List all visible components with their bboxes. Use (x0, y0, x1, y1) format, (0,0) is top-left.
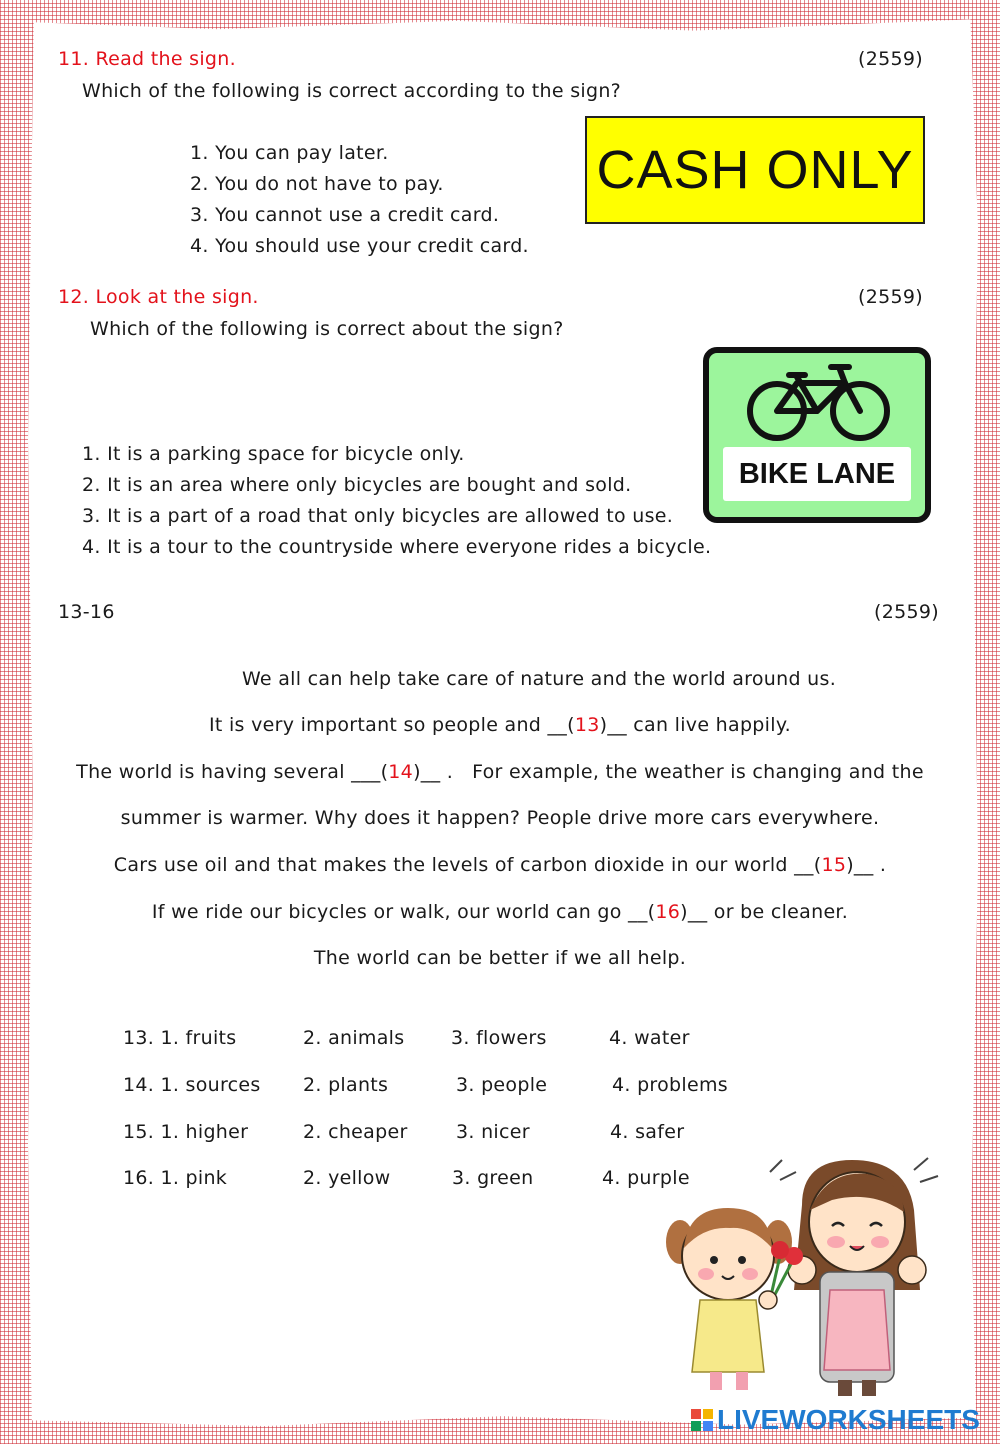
passage-line-7: The world can be better if we all help. (313, 947, 687, 969)
q12-option-3[interactable]: 3. It is a part of a road that only bicycles are allowed to use. (82, 505, 674, 527)
choice-16-3[interactable]: 3. green (452, 1167, 534, 1189)
choice-16-2[interactable]: 2. yellow (303, 1167, 391, 1189)
mother-daughter-illustration (652, 1150, 952, 1400)
watermark-text: LIVEWORKSHEETS (717, 1404, 980, 1435)
choice-14-4[interactable]: 4. problems (612, 1074, 728, 1096)
bicycle-icon (709, 353, 925, 443)
choice-15-3[interactable]: 3. nicer (456, 1121, 530, 1143)
liveworksheets-watermark (690, 1404, 980, 1436)
passage-text: )__ or be cleaner. (680, 901, 849, 923)
cash-only-sign: CASH ONLY (585, 116, 925, 224)
q11-option-1[interactable]: 1. You can pay later. (190, 142, 389, 164)
choice-14-2[interactable]: 2. plants (303, 1074, 389, 1096)
blank-14-number: 14 (388, 761, 414, 783)
q11-option-3[interactable]: 3. You cannot use a credit card. (190, 204, 500, 226)
passage-text: )__ . For example, the weather is changing and the (413, 761, 924, 783)
blank-13-number: 13 (574, 714, 600, 736)
q11-year: (2559) (858, 48, 923, 70)
passage-line-4: summer is warmer. Why does it happen? People drive more cars everywhere. (120, 807, 880, 829)
passage-text: )__ can live happily. (599, 714, 792, 736)
choice-13-3[interactable]: 3. flowers (451, 1027, 547, 1049)
passage-line-6 (0, 901, 1000, 923)
choice-13-1[interactable]: 13. 1. fruits (123, 1027, 237, 1049)
q11-heading: 11. Read the sign. (58, 48, 236, 70)
q11-question: Which of the following is correct according to the sign? (82, 80, 622, 102)
q12-year: (2559) (858, 286, 923, 308)
liveworksheets-logo-icon (690, 1408, 714, 1432)
passage-year: (2559) (874, 601, 939, 623)
q12-option-4[interactable]: 4. It is a tour to the countryside where everyone rides a bicycle. (82, 536, 712, 558)
choice-13-4[interactable]: 4. water (609, 1027, 690, 1049)
bike-lane-label: BIKE LANE (723, 447, 911, 501)
passage-text: Cars use oil and that makes the levels of carbon dioxide in our world __( (113, 854, 822, 876)
choice-16-1[interactable]: 16. 1. pink (123, 1167, 228, 1189)
q12-question: Which of the following is correct about the sign? (90, 318, 564, 340)
choice-14-1[interactable]: 14. 1. sources (123, 1074, 261, 1096)
q12-option-2[interactable]: 2. It is an area where only bicycles are bought and sold. (82, 474, 632, 496)
passage-text: If we ride our bicycles or walk, our world can go __( (151, 901, 656, 923)
passage-line-1: We all can help take care of nature and the world around us. (241, 668, 837, 690)
choice-13-2[interactable]: 2. animals (303, 1027, 405, 1049)
choice-15-4[interactable]: 4. safer (610, 1121, 685, 1143)
choice-15-1[interactable]: 15. 1. higher (123, 1121, 249, 1143)
choice-16-4[interactable]: 4. purple (602, 1167, 690, 1189)
choice-14-3[interactable]: 3. people (456, 1074, 548, 1096)
q11-option-4[interactable]: 4. You should use your credit card. (190, 235, 529, 257)
q11-option-2[interactable]: 2. You do not have to pay. (190, 173, 444, 195)
q12-option-1[interactable]: 1. It is a parking space for bicycle only. (82, 443, 465, 465)
passage-line-5 (0, 854, 1000, 876)
passage-range: 13-16 (58, 601, 115, 623)
q12-heading: 12. Look at the sign. (58, 286, 259, 308)
passage-text: )__ . (846, 854, 887, 876)
passage-text: The world is having several ___( (76, 761, 389, 783)
passage-line-3 (0, 761, 1000, 783)
passage-line-2 (0, 714, 1000, 736)
blank-15-number: 15 (821, 854, 847, 876)
bike-lane-sign (703, 347, 931, 523)
passage-text: It is very important so people and __( (208, 714, 575, 736)
choice-15-2[interactable]: 2. cheaper (303, 1121, 408, 1143)
blank-16-number: 16 (655, 901, 681, 923)
